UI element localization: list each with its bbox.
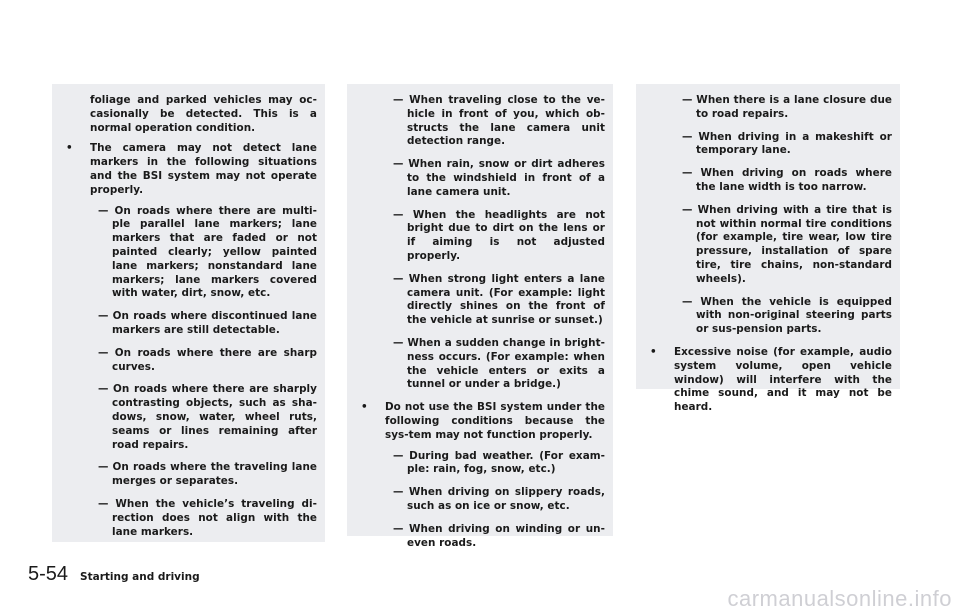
bullet-paragraph: • Do not use the BSI system under the following conditions because the sys-tem may not function properly. bbox=[355, 401, 605, 442]
dash-list-item: — When strong light enters a lane camera unit. (For example: light directly shines on the front of the vehicle at sunrise or sunset.) bbox=[393, 272, 605, 327]
dash-list-item: — When a sudden change in bright-ness occurs. (For example: when the vehicle enters or exits a tunnel or under a bridge.) bbox=[393, 336, 605, 391]
page-footer bbox=[28, 563, 200, 586]
dash-list-item: — On roads where there are multi-ple parallel lane markers; lane markers that are faded or not painted clearly; yellow painted lane markers; nonstandard lane markers; lane markers covered with water, dirt, snow, etc. bbox=[98, 204, 317, 300]
dash-list-item: — When traveling close to the ve-hicle in front of you, which ob-structs the lane camera unit detection range. bbox=[393, 94, 605, 148]
dash-list-item: — On roads where there are sharp curves. bbox=[98, 346, 317, 373]
bullet-paragraph: • The camera may not detect lane markers in the following situations and the BSI system may not operate properly. bbox=[60, 142, 317, 197]
dash-list-item: — When rain, snow or dirt adheres to the windshield in front of a lane camera unit. bbox=[393, 158, 605, 198]
text-column-middle bbox=[347, 84, 613, 549]
dash-list-item: — When the vehicle’s traveling di-rection does not align with the lane markers. bbox=[98, 497, 317, 538]
dash-list-item: — When driving on roads where the lane width is too narrow. bbox=[682, 167, 892, 193]
dash-list-item: — On roads where the traveling lane merges or separates. bbox=[98, 461, 317, 488]
watermark: carmanualsonline.info bbox=[727, 586, 952, 611]
continued-paragraph: foliage and parked vehicles may oc-casionally be detected. This is a normal operation condition. bbox=[90, 94, 317, 134]
dash-list-item: — On roads where there are sharply contrasting objects, such as sha-dows, snow, water, wheel ruts, seams or lines remaining after road repairs. bbox=[98, 383, 317, 451]
dash-list-item: — During bad weather. (For exam-ple: rain, fog, snow, etc.) bbox=[393, 449, 605, 476]
dash-list-item: — When driving in a makeshift or temporary lane. bbox=[682, 130, 892, 157]
dash-list-item: — When there is a lane closure due to road repairs. bbox=[682, 94, 892, 120]
dash-list-item: — When driving on slippery roads, such as on ice or snow, etc. bbox=[393, 486, 605, 512]
dash-list-item: — When the vehicle is equipped with non-original steering parts or sus-pension parts. bbox=[682, 295, 892, 336]
text-column-right bbox=[636, 84, 900, 414]
dash-list-item: — When driving on winding or un-even roads. bbox=[393, 522, 605, 549]
bullet-paragraph: • Excessive noise (for example, audio system volume, open vehicle window) will interfere with the chime sound, and it may not be heard. bbox=[644, 346, 892, 415]
text-column-left bbox=[52, 84, 325, 542]
dash-list-item: — When driving with a tire that is not within normal tire conditions (for example, tire wear, low tire pressure, installation of spare tire, tire chains, non-standard wheels). bbox=[682, 203, 892, 285]
dash-list-item: — When the headlights are not bright due to dirt on the lens or if aiming is not adjusted properly. bbox=[393, 208, 605, 262]
page-number: 5-54 bbox=[28, 563, 69, 585]
section-title: Starting and driving bbox=[80, 571, 200, 583]
dash-list-item: — On roads where discontinued lane markers are still detectable. bbox=[98, 310, 317, 336]
